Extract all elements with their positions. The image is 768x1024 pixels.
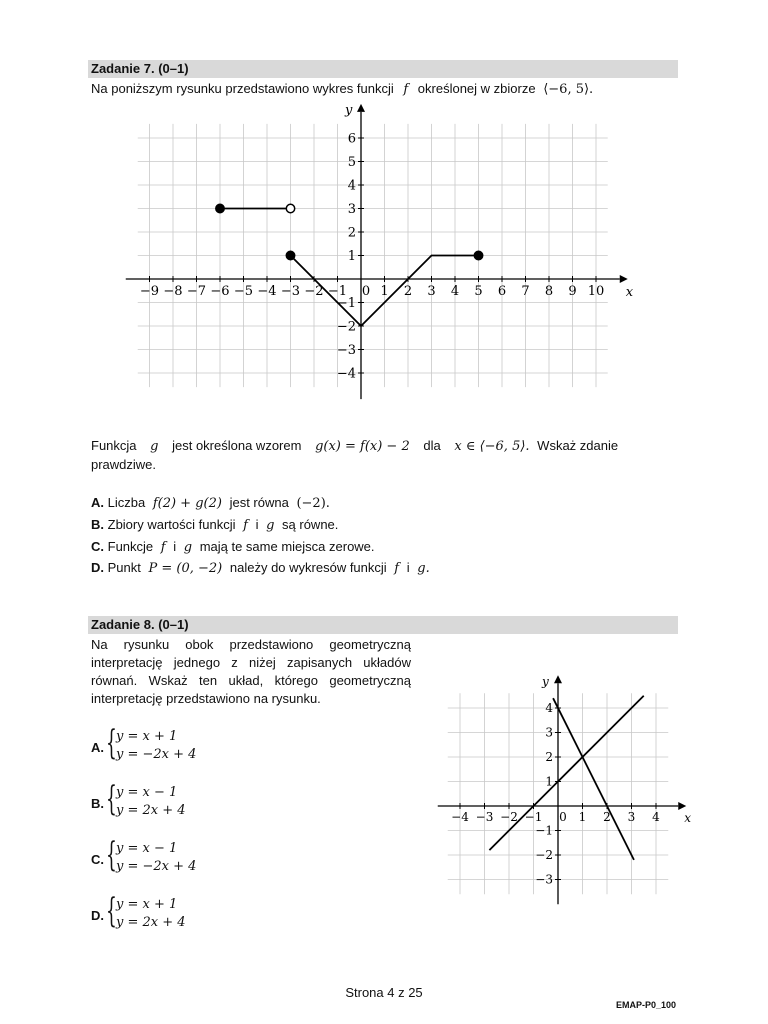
closed-endpoint xyxy=(286,251,294,259)
y-axis-label: y xyxy=(542,674,549,689)
y-tick-label: 1 xyxy=(347,249,356,265)
y-tick-label: 2 xyxy=(545,750,553,765)
system-eq2: y = −2x + 4 xyxy=(116,747,197,762)
y-axis-arrow-icon xyxy=(357,104,365,112)
x-tick-label: −4 xyxy=(257,284,277,299)
option-text: mają te same miejsca zerowe. xyxy=(199,539,375,554)
task8-title: Zadanie 8. (0–1) xyxy=(91,617,189,632)
option-math: g xyxy=(183,540,193,555)
option-letter: B. xyxy=(91,796,104,811)
system-eq1: y = x + 1 xyxy=(116,729,178,744)
task7-intro xyxy=(91,80,593,99)
option-math: f(2) + g(2) xyxy=(152,496,222,511)
option-letter: A. xyxy=(91,495,104,510)
x-tick-label: −8 xyxy=(163,284,183,299)
brace-icon: { xyxy=(106,891,117,931)
option-math: P = (0, −2) xyxy=(148,561,223,576)
option-math: g. xyxy=(417,561,430,576)
task8-intro-line: interpretację jednego z niżej zapisanych układów xyxy=(91,655,411,670)
task8-intro-line: Na rysunku obok przedstawiono geometryczną xyxy=(91,637,411,652)
x-tick-label: 3 xyxy=(427,284,436,299)
option-letter: D. xyxy=(91,908,104,923)
option-text: są równe. xyxy=(282,517,339,532)
x-tick-label: −5 xyxy=(233,284,254,299)
x-axis-arrow-icon xyxy=(620,275,628,283)
system-eq1: y = x − 1 xyxy=(116,841,178,856)
task7-option-c[interactable] xyxy=(91,538,375,557)
task8-intro xyxy=(91,636,411,708)
option-text: i xyxy=(255,517,259,532)
x-tick-label: 9 xyxy=(568,284,577,299)
y-tick-label: −2 xyxy=(535,848,553,863)
y-tick-label: −2 xyxy=(336,319,356,335)
x-axis-arrow-icon xyxy=(678,802,686,810)
x-tick-label: −7 xyxy=(186,284,207,299)
task8-system-graph xyxy=(436,664,692,904)
task7-function-graph xyxy=(118,102,634,394)
option-math: (−2). xyxy=(296,496,330,511)
option-text: jest równa xyxy=(229,495,289,510)
y-tick-label: 3 xyxy=(347,202,356,218)
x-tick-label: 2 xyxy=(603,810,611,824)
brace-icon: { xyxy=(106,779,117,819)
y-tick-label: 1 xyxy=(545,774,553,789)
x-tick-label: −1 xyxy=(524,810,543,824)
x-axis-label: x xyxy=(684,811,692,825)
task7-body xyxy=(91,437,681,456)
x-tick-label: 10 xyxy=(587,284,605,299)
brace-icon: { xyxy=(106,723,117,763)
system-line xyxy=(553,698,634,860)
system-eq2: y = −2x + 4 xyxy=(116,859,197,874)
x-tick-label: −3 xyxy=(280,284,301,299)
y-tick-label: −3 xyxy=(535,872,553,887)
option-math: f xyxy=(160,540,166,555)
option-letter: B. xyxy=(91,517,104,532)
option-text: Zbiory wartości funkcji xyxy=(107,517,236,532)
task7-body-domain: x ∈ ⟨−6, 5⟩. xyxy=(454,439,530,454)
brace-icon: { xyxy=(106,835,117,875)
option-letter: C. xyxy=(91,852,104,867)
x-tick-label: 3 xyxy=(627,810,636,824)
system-eq2: y = 2x + 4 xyxy=(116,915,186,930)
task8-header-bar xyxy=(88,616,678,634)
y-tick-label: 6 xyxy=(347,131,356,147)
x-tick-label: 0 xyxy=(361,284,371,299)
task7-option-a[interactable] xyxy=(91,494,330,513)
x-tick-label: 0 xyxy=(559,810,567,824)
option-text: i xyxy=(173,539,177,554)
task7-body-b: jest określona wzorem xyxy=(172,438,302,453)
task7-intro-set: ⟨−6, 5⟩. xyxy=(543,82,594,97)
x-tick-label: 4 xyxy=(450,284,460,299)
x-tick-label: 7 xyxy=(521,284,530,299)
closed-endpoint xyxy=(474,251,482,259)
x-tick-label: 4 xyxy=(652,810,660,824)
task7-option-d[interactable] xyxy=(91,559,430,578)
task7-body-line2: prawdziwe. xyxy=(91,457,157,472)
y-axis-label: y xyxy=(345,102,353,118)
x-tick-label: −4 xyxy=(451,810,469,824)
task8-intro-line: równań. Wskaż ten układ, którego geometryczną xyxy=(91,673,411,688)
x-tick-label: 1 xyxy=(380,284,389,299)
option-letter: D. xyxy=(91,560,104,575)
system-eq1: y = x + 1 xyxy=(116,897,178,912)
task7-body-a: Funkcja xyxy=(91,438,137,453)
y-tick-label: −1 xyxy=(535,823,553,838)
task7-intro-mid: określonej w zbiorze xyxy=(417,81,536,96)
task8-intro-line: interpretację przedstawiono na rysunku. xyxy=(91,691,321,706)
task7-body-d: Wskaż zdanie xyxy=(537,438,619,453)
x-tick-label: −9 xyxy=(139,284,160,299)
x-axis-label: x xyxy=(625,285,634,300)
y-tick-label: 2 xyxy=(347,225,356,241)
y-tick-label: 5 xyxy=(347,155,356,171)
task7-body-g: g xyxy=(150,439,159,454)
x-tick-label: −3 xyxy=(475,810,494,824)
y-tick-label: 4 xyxy=(545,701,553,716)
y-tick-label: −1 xyxy=(336,296,356,312)
option-letter: C. xyxy=(91,539,104,554)
page-number: Strona 4 z 25 xyxy=(345,985,423,1000)
x-tick-label: 1 xyxy=(578,810,587,824)
system-eq1: y = x − 1 xyxy=(116,785,178,800)
system-eq2: y = 2x + 4 xyxy=(116,803,186,818)
system-line xyxy=(489,696,643,850)
option-text: Punkt xyxy=(107,560,141,575)
task7-header-bar xyxy=(88,60,678,78)
x-tick-label: 6 xyxy=(497,284,507,299)
x-tick-label: 5 xyxy=(474,284,483,299)
task7-title: Zadanie 7. (0–1) xyxy=(91,61,189,76)
task7-body-c: dla xyxy=(423,438,441,453)
x-tick-label: 8 xyxy=(544,284,554,299)
y-tick-label: 3 xyxy=(545,725,553,740)
task7-intro-text: Na poniższym rysunku przedstawiono wykres funkcji xyxy=(91,81,394,96)
option-text: Liczba xyxy=(107,495,146,510)
task7-option-b[interactable] xyxy=(91,516,338,535)
y-tick-label: −4 xyxy=(336,366,356,382)
task7-intro-f: f xyxy=(403,82,409,97)
y-tick-label: 4 xyxy=(347,178,356,194)
y-axis-arrow-icon xyxy=(554,675,562,683)
exam-code: EMAP-P0_100 xyxy=(615,1000,676,1010)
x-tick-label: −2 xyxy=(500,810,518,824)
task7-body-formula: g(x) = f(x) − 2 xyxy=(315,439,410,454)
option-math: f xyxy=(394,561,400,576)
x-tick-label: −2 xyxy=(304,284,324,299)
option-text: należy do wykresów funkcji xyxy=(229,560,387,575)
option-letter: A. xyxy=(91,740,104,755)
x-tick-label: 2 xyxy=(403,284,413,299)
x-tick-label: −1 xyxy=(327,284,348,299)
open-endpoint xyxy=(286,204,294,212)
option-text: Funkcje xyxy=(107,539,154,554)
option-math: g xyxy=(266,518,275,533)
closed-endpoint xyxy=(216,204,224,212)
option-text: i xyxy=(406,560,410,575)
option-math: f xyxy=(243,518,248,533)
y-tick-label: −3 xyxy=(336,343,356,359)
x-tick-label: −6 xyxy=(210,284,230,299)
